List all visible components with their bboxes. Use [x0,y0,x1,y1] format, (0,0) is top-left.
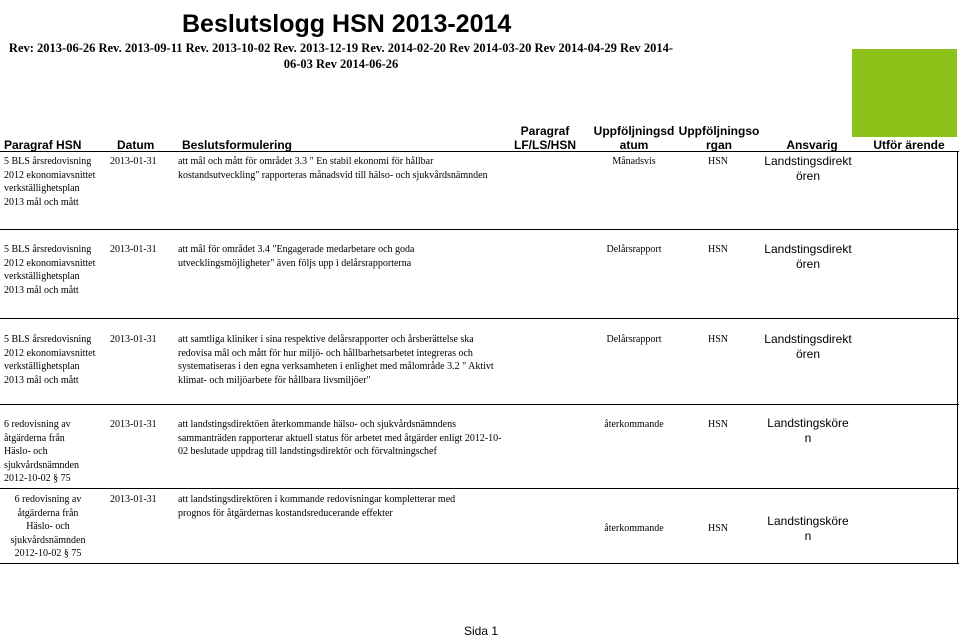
row2-paragraf: 5 BLS årsredovisning 2012 ekonomiavsnittet verkställighetsplan 2013 mål och mått [4,244,96,296]
row2-ansvarig: Landstingsdirektören [764,242,852,271]
row1-organ: HSN [707,156,728,167]
row1-uppfoljningsdatum: Månadsvis [612,156,656,167]
row-separator [0,229,959,230]
page-number: Sida 1 [463,624,499,638]
accent-block [852,49,957,137]
row5-ansvarig: Landstingskören [767,514,849,543]
header-paragraf-hsn: Paragraf HSN [4,138,82,152]
row2-datum: 2013-01-31 [110,244,157,255]
row4-paragraf: 6 redovisning av åtgärderna från Häslo- och sjukvårdsnämnden 2012-10-02 § 75 [4,419,79,484]
row2-beslut: att mål för området 3.4 "Engagerade medarbetare och goda utvecklingsmöjligheter" även följs upp i delårsrapporterna [178,244,415,269]
row3-ansvarig: Landstingsdirektören [764,332,852,361]
header-uppfoljningsorgan: Uppföljningsorgan [678,124,760,152]
row1-beslut: att mål och mått för området 3.3 " En stabil ekonomi för hållbar kostandsutveckling" rapporteras månadsvid till hälso- och sjukvårdsnämnden [178,156,488,181]
row-separator [0,318,959,319]
revision-history: Rev: 2013-06-26 Rev. 2013-09-11 Rev. 2013-10-02 Rev. 2013-12-19 Rev. 2014-02-20 Rev 2014-03-20 Rev 2014-04-29 Rev 2014-06-03 Rev 2014-06-26 [8,41,674,71]
header-bottom-line [0,151,959,152]
header-paragraf-lf: Paragraf LF/LS/HSN [514,124,576,152]
header-beslutsformulering: Beslutsformulering [182,138,293,152]
row1-ansvarig: Landstingsdirektören [764,154,852,183]
row5-beslut: att landstingsdirektören i kommande redovisningar kompletterar med prognos för åtgärdernas kostandsreducerande effekter [178,494,456,519]
row4-datum: 2013-01-31 [110,419,157,430]
row3-beslut: att samtliga kliniker i sina respektive delårsrapporter och årsberättelse ska redovisa mål och mått för hur miljö- och hållbarhetsarbetet integreras och systematiseras i den egna verksamheten i enlighet med målområde 3.2 " Aktivt klimat- och miljöarbete för hållbara livsmiljöer" [178,334,494,386]
row-separator [0,404,959,405]
row4-organ: HSN [707,419,728,430]
row5-organ: HSN [707,523,728,534]
row2-organ: HSN [707,244,728,255]
row1-paragraf: 5 BLS årsredovisning 2012 ekonomiavsnittet verkställighetsplan 2013 mål och mått [4,156,96,208]
row4-ansvarig: Landstingskören [767,416,849,445]
row1-datum: 2013-01-31 [110,156,157,167]
row4-beslut: att landstingsdirektöen återkommande hälso- och sjukvårdsnämndens sammanträden rapporterar aktuell status för arbetet med åtgärder enligt 2012-10-02 beslutade uppdrag till landstingsdirektör och förvaltningschef [178,419,502,457]
page-title: Beslutslogg HSN 2013-2014 [182,10,512,38]
row2-uppfoljningsdatum: Delårsrapport [606,244,662,255]
table-right-border [957,151,958,563]
row5-datum: 2013-01-31 [110,494,157,505]
row-separator [0,488,959,489]
header-uppfoljningsdatum: Uppföljningsdatum [593,124,675,152]
header-ansvarig: Ansvarig [786,138,838,152]
row4-uppfoljningsdatum: återkommande [604,419,664,430]
row3-organ: HSN [707,334,728,345]
row5-uppfoljningsdatum: återkommande [604,523,664,534]
row3-datum: 2013-01-31 [110,334,157,345]
row5-paragraf: 6 redovisning av åtgärderna från Häslo- och sjukvårdsnämnden 2012-10-02 § 75 [10,494,86,559]
row3-paragraf: 5 BLS årsredovisning 2012 ekonomiavsnittet verkställighetsplan 2013 mål och mått [4,334,96,386]
header-utfor-arende: Utför ärende [873,138,945,152]
row3-uppfoljningsdatum: Delårsrapport [606,334,662,345]
table-bottom-line [0,563,959,564]
header-datum: Datum [117,138,155,152]
